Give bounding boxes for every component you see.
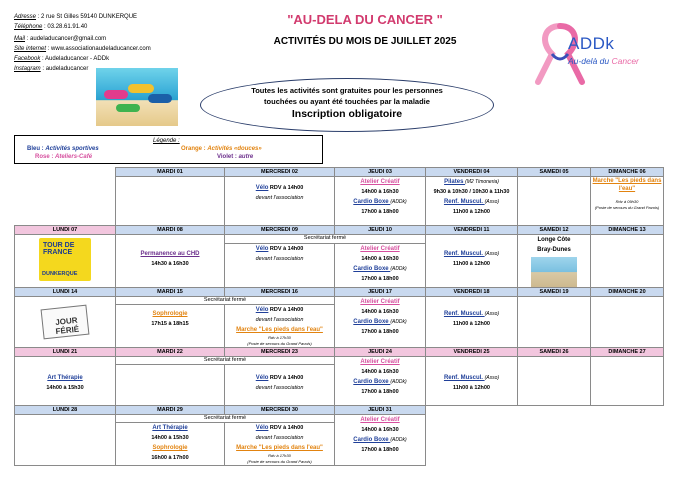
- activity-marche: Marche "Les pieds dans l'eau": [236, 327, 323, 333]
- legend-violet: Violet : autre: [217, 154, 254, 160]
- logo-subtitle: Au-delà du Cancer: [568, 56, 639, 66]
- instagram-row: Instagram : audeladucancer: [14, 66, 89, 72]
- activity-renf: Renf. Muscul.: [443, 311, 485, 317]
- activity-velo: Vélo: [255, 375, 269, 381]
- day-cell: [518, 297, 591, 348]
- page-title: "AU-DELA DU CANCER ": [287, 12, 443, 27]
- day-cell: [591, 235, 664, 288]
- day-header: MARDI 15: [116, 288, 225, 297]
- legend-blue: Bleu : Activités sportives: [27, 146, 99, 152]
- day-cell: Vélo RDV à 14h00 devant l'association Marche "Les pieds dans l'eau" Rdv à 17h30 (Poste de secours du Grand Pavois): [225, 305, 335, 348]
- activity-permanence: Permanence au CHD: [140, 251, 200, 257]
- day-cell: Art Thérapie 14h00 à 15h30: [15, 357, 116, 406]
- jour-ferie-sign: JOUR FÉRIÉ: [41, 305, 90, 340]
- week-header-row: [15, 226, 664, 235]
- notice-line: Toutes les activités sont gratuites pour les personnes: [251, 86, 443, 95]
- day-header: JEUDI 10: [335, 226, 426, 235]
- day-header: LUNDI 28: [15, 406, 116, 415]
- day-cell: Atelier Créatif 14h00 à 16h30 Cardio Boxe (ADDk) 17h00 à 18h00: [335, 415, 426, 466]
- day-header: LUNDI 21: [15, 348, 116, 357]
- day-cell: Pilates (M2 Timoneria) 9h30 à 10h30 / 10h30 à 11h30 Renf. Muscul. (Asso) 11h00 à 12h00: [426, 177, 518, 226]
- activity-sophro: Sophrologie: [152, 311, 188, 317]
- activity-atelier: Atelier Créatif: [360, 245, 400, 252]
- activity-velo: Vélo: [255, 185, 269, 191]
- day-cell: Atelier Créatif 14h00 à 16h30 Cardio Boxe (ADDk) 17h00 à 18h00: [335, 297, 426, 348]
- activity-marche: Marche "Les pieds dans l'eau": [592, 178, 662, 192]
- empty-cell: [15, 168, 116, 177]
- calendar-table: [14, 167, 664, 466]
- week-header-row: [15, 168, 664, 177]
- activity-atelier: Atelier Créatif: [360, 299, 400, 305]
- empty-cell: [591, 415, 664, 466]
- day-cell: Atelier Créatif 14h00 à 16h30 Cardio Boxe (ADDk) 17h00 à 18h00: [335, 243, 426, 287]
- day-header: MARDI 08: [116, 226, 225, 235]
- activity-pilates: Pilates: [444, 179, 466, 185]
- day-cell: Marche "Les pieds dans l'eau" Rdv à 09h30 (Poste de secours du Grand Pavois): [591, 177, 664, 226]
- day-header: DIMANCHE 13: [591, 226, 664, 235]
- day-cell: Renf. Muscul. (Asso) 11h00 à 12h00: [426, 297, 518, 348]
- activity-cardio: Cardio Boxe: [353, 319, 391, 325]
- mail-row: Mail : audeladucancer@gmail.com: [14, 36, 107, 42]
- day-header: MERCREDI 30: [225, 406, 335, 415]
- day-cell: Art Thérapie 14h00 à 15h30 Sophrologie 16h00 à 17h00: [116, 423, 225, 466]
- notice-oval: [200, 78, 494, 132]
- day-header: JEUDI 03: [335, 168, 426, 177]
- empty-cell: [518, 406, 591, 415]
- tour-de-france-image: TOUR DE FRANCE DUNKERQUE: [39, 238, 91, 281]
- activity-cardio: Cardio Boxe: [353, 379, 391, 385]
- notice-emphasis: Inscription obligatoire: [291, 108, 403, 120]
- closed-banner: Secrétariat fermé: [116, 357, 335, 365]
- activity-marche: Marche "Les pieds dans l'eau": [236, 445, 323, 451]
- closed-banner: Secrétariat fermé: [116, 297, 335, 305]
- day-header: MERCREDI 09: [225, 226, 335, 235]
- day-cell: [518, 357, 591, 406]
- day-cell: Vélo RDV à 14h00 devant l'association: [225, 243, 335, 287]
- page-subtitle: ACTIVITÉS DU MOIS DE JUILLET 2025: [273, 36, 457, 47]
- week-body-row: [15, 235, 664, 244]
- day-header: DIMANCHE 06: [591, 168, 664, 177]
- day-header: VENDREDI 25: [426, 348, 518, 357]
- empty-cell: [518, 415, 591, 466]
- address-row: Adresse : 2 rue St Gilles 59140 DUNKERQUE: [14, 14, 138, 20]
- activity-atelier: Atelier Créatif: [360, 417, 400, 423]
- facebook-row: Facebook : Audeladucancer - ADDk: [14, 56, 110, 62]
- day-cell: Vélo RDV à 14h00 devant l'association: [225, 177, 335, 226]
- beach-photo: [531, 257, 577, 287]
- week-body-row: [15, 415, 664, 423]
- empty-cell: [426, 406, 518, 415]
- day-cell: [518, 177, 591, 226]
- activity-cardio: Cardio Boxe: [353, 437, 391, 443]
- day-header: LUNDI 07: [15, 226, 116, 235]
- week-header-row: [15, 348, 664, 357]
- day-cell: Vélo RDV à 14h00 devant l'association Marche "Les pieds dans l'eau" Rdv à 17h30 (Poste de secours du Grand Pavois): [225, 423, 335, 466]
- day-header: VENDREDI 04: [426, 168, 518, 177]
- day-cell: Atelier Créatif 14h00 à 16h30 Cardio Boxe (ADDk) 17h00 à 18h00: [335, 177, 426, 226]
- day-cell: [591, 297, 664, 348]
- phone-row: Téléphone : 03.28.61.91.40: [14, 24, 88, 30]
- day-header: MERCREDI 02: [225, 168, 335, 177]
- day-header: DIMANCHE 27: [591, 348, 664, 357]
- pink-ribbon-icon: [530, 20, 590, 88]
- activity-atelier: Atelier Créatif: [360, 359, 400, 365]
- day-header: MARDI 22: [116, 348, 225, 357]
- activity-renf: Renf. Muscul.: [443, 375, 485, 381]
- day-cell: [116, 365, 225, 406]
- activity-renf: Renf. Muscul.: [443, 251, 485, 257]
- day-cell: [591, 357, 664, 406]
- activity-sophro: Sophrologie: [152, 445, 188, 451]
- closed-banner: Secrétariat fermé: [116, 415, 335, 423]
- legend-pink: Rose : Ateliers-Café: [35, 154, 93, 160]
- day-header: VENDREDI 18: [426, 288, 518, 297]
- day-header: SAMEDI 05: [518, 168, 591, 177]
- day-header: SAMEDI 12: [518, 226, 591, 235]
- day-header: JEUDI 17: [335, 288, 426, 297]
- contact-block: [14, 12, 151, 74]
- activity-renf: Renf. Muscul.: [443, 199, 485, 205]
- day-header: MERCREDI 23: [225, 348, 335, 357]
- activity-velo: Vélo: [255, 425, 269, 431]
- day-header: VENDREDI 11: [426, 226, 518, 235]
- activity-cardio: Cardio Boxe: [353, 199, 391, 205]
- notice-line: touchées ou ayant été touchées par la maladie: [264, 97, 430, 106]
- day-cell: [15, 297, 116, 348]
- week-body-row: [15, 297, 664, 305]
- logo-text: ADDk: [568, 34, 615, 53]
- day-cell: Permanence au CHD 14h30 à 16h30: [116, 235, 225, 288]
- day-header: SAMEDI 19: [518, 288, 591, 297]
- week-body-row: [15, 357, 664, 365]
- legend-title: Légende :: [153, 138, 180, 144]
- beach-sunglasses-image: [96, 68, 178, 126]
- day-cell: [116, 177, 225, 226]
- site-row: Site internet : www.associationaudeladucancer.com: [14, 46, 151, 52]
- week-header-row: [15, 406, 664, 415]
- day-cell: Renf. Muscul. (Asso) 11h00 à 12h00: [426, 357, 518, 406]
- addk-logo: [530, 20, 660, 88]
- activity-velo: Vélo: [255, 245, 269, 252]
- day-header: MERCREDI 16: [225, 288, 335, 297]
- activity-longe-cote: Longe Côte: [537, 237, 571, 243]
- day-header: JEUDI 31: [335, 406, 426, 415]
- day-cell: Renf. Muscul. (Asso) 11h00 à 12h00: [426, 235, 518, 288]
- day-header: MARDI 01: [116, 168, 225, 177]
- empty-cell: [426, 415, 518, 466]
- week-body-row: [15, 177, 664, 226]
- day-header: DIMANCHE 20: [591, 288, 664, 297]
- closed-banner: Secrétariat fermé: [225, 235, 426, 244]
- day-cell: [15, 235, 116, 288]
- activity-cardio: Cardio Boxe: [353, 265, 391, 272]
- day-cell: [15, 415, 116, 466]
- day-header: MARDI 29: [116, 406, 225, 415]
- activity-art: Art Thérapie: [152, 425, 188, 431]
- day-cell: Sophrologie 17h15 à 18h15: [116, 305, 225, 348]
- legend-box: [14, 135, 323, 164]
- activity-velo: Vélo: [255, 307, 269, 313]
- day-cell: Vélo RDV à 14h00 devant l'association: [225, 365, 335, 406]
- activity-art: Art Thérapie: [47, 375, 83, 381]
- day-header: LUNDI 14: [15, 288, 116, 297]
- empty-cell: [591, 406, 664, 415]
- day-cell: Atelier Créatif 14h00 à 16h30 Cardio Boxe (ADDk) 17h00 à 18h00: [335, 357, 426, 406]
- day-header: SAMEDI 26: [518, 348, 591, 357]
- legend-orange: Orange : Activités «douces»: [181, 146, 262, 152]
- day-header: JEUDI 24: [335, 348, 426, 357]
- empty-cell: [15, 177, 116, 226]
- day-cell: Longe Côte Bray-Dunes: [518, 235, 591, 288]
- activity-atelier: Atelier Créatif: [360, 179, 400, 185]
- week-header-row: [15, 288, 664, 297]
